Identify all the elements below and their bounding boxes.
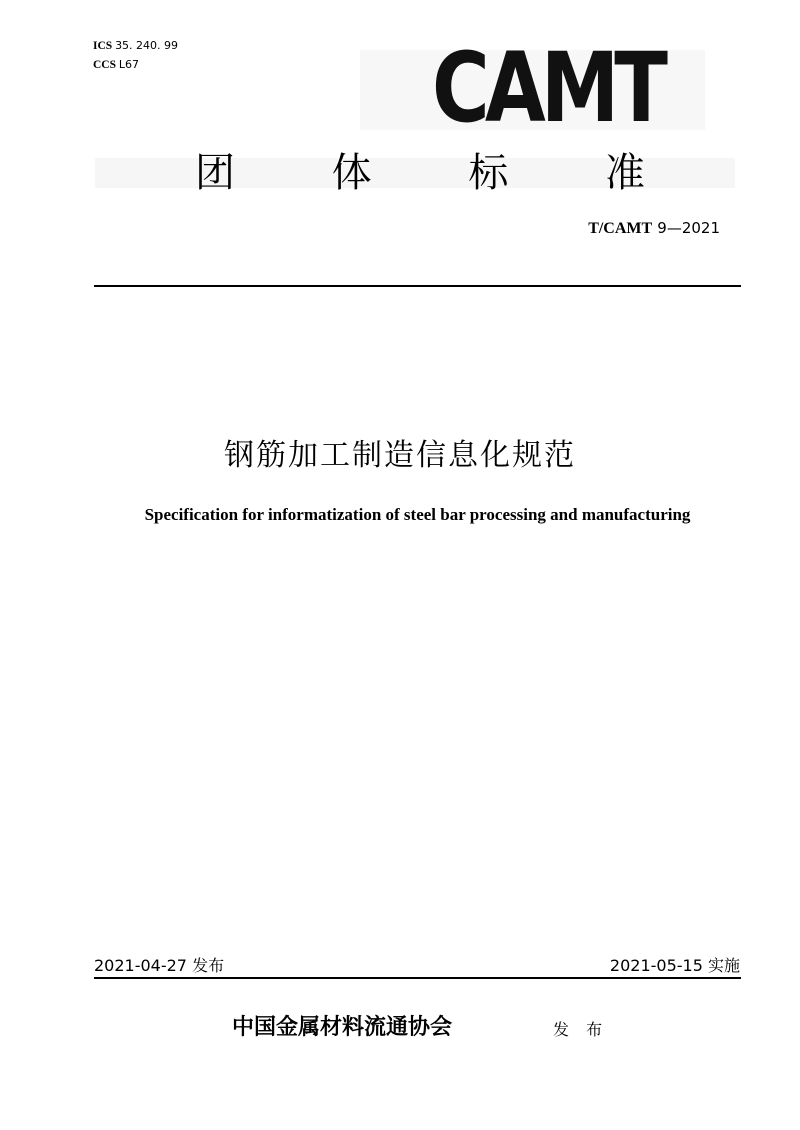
top-divider — [94, 285, 741, 287]
standard-prefix: T/CAMT — [588, 220, 653, 237]
category-char-4: 准 — [604, 150, 645, 196]
standard-category — [190, 148, 650, 198]
standard-code: 9—2021 — [657, 219, 720, 237]
ics-number: 35. 240. 99 — [115, 39, 179, 52]
category-char-1: 团 — [195, 150, 235, 196]
title-english: Specification for informatization of steel bar processing and manufacturing — [144, 505, 691, 524]
bottom-divider — [94, 977, 741, 979]
title-chinese: 钢筋加工制造信息化规范 — [224, 438, 576, 473]
ccs-number: L67 — [118, 58, 140, 71]
category-char-3: 标 — [468, 150, 509, 196]
ics-label: ICS — [93, 40, 113, 52]
implementation-date: 2021-05-15 实施 — [609, 956, 740, 975]
standard-number — [588, 218, 720, 239]
publish-label: 发 布 — [553, 1020, 609, 1039]
publisher-name: 中国金属材料流通协会 — [232, 1014, 453, 1040]
issue-date: 2021-04-27 发布 — [94, 956, 225, 975]
camt-logo: CAMT — [432, 32, 664, 144]
ccs-code — [93, 58, 139, 72]
ics-code — [93, 39, 178, 53]
category-char-2: 体 — [331, 150, 372, 196]
ccs-label: CCS — [93, 59, 117, 71]
